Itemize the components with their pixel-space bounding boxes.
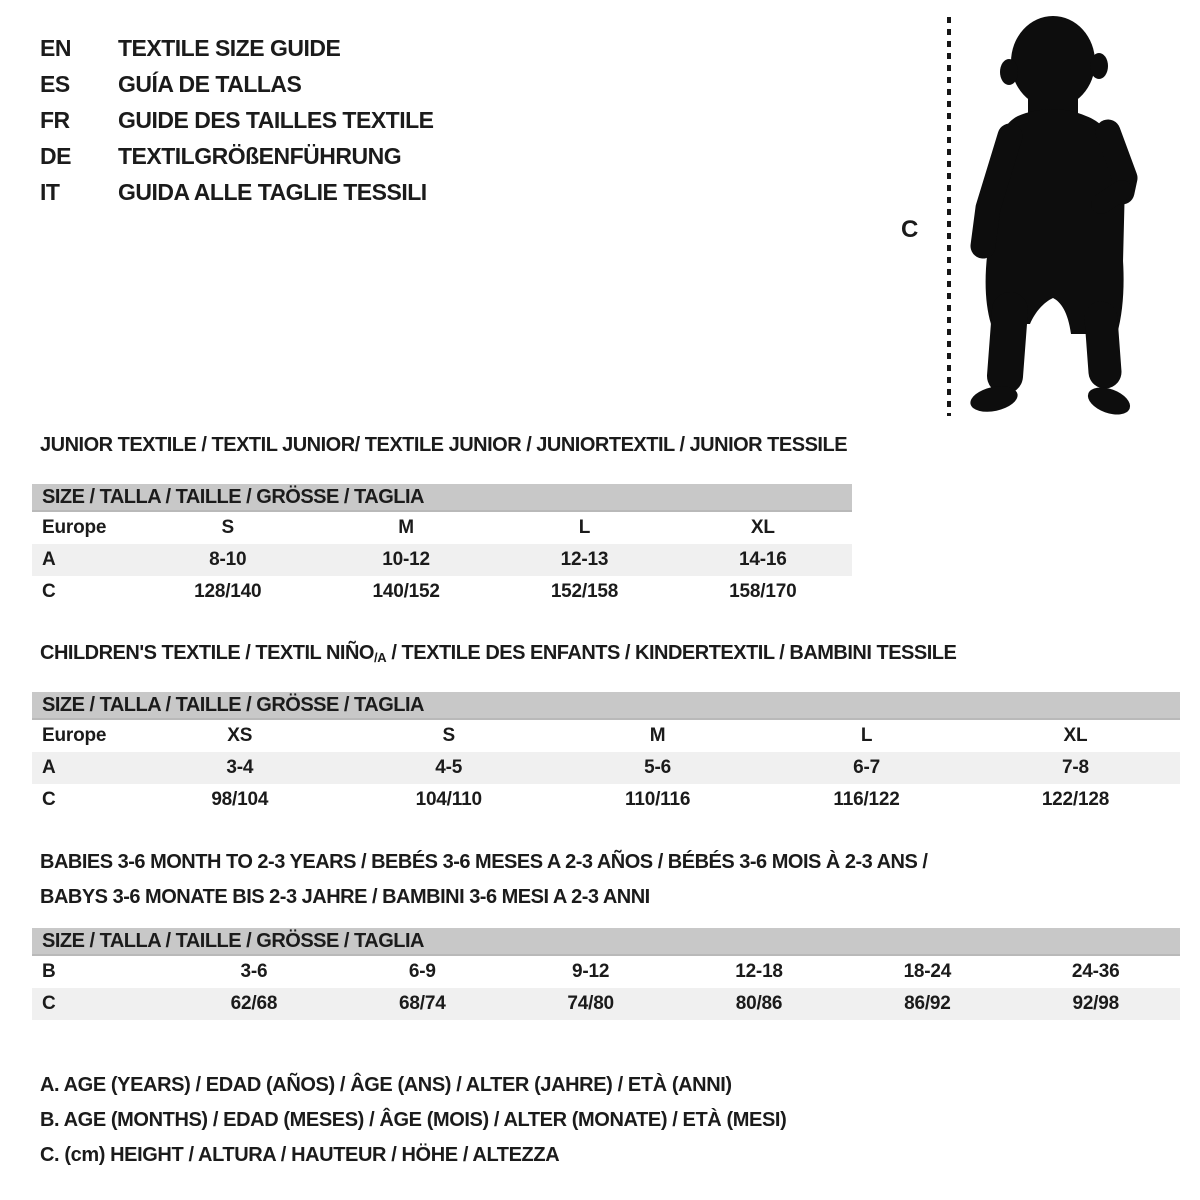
height-cell: 74/80 [567, 993, 614, 1014]
junior-section-title: JUNIOR TEXTILE / TEXTIL JUNIOR/ TEXTILE JUNIOR / JUNIORTEXTIL / JUNIOR TESSILE [40, 434, 848, 456]
height-cell: 104/110 [415, 789, 482, 810]
size-cell: M [398, 517, 414, 538]
language-code: FR [40, 106, 70, 133]
children-title-pre: CHILDREN'S TEXTILE / TEXTIL NIÑO [40, 642, 374, 664]
measurement-legend [40, 1068, 786, 1173]
age-cell: 5-6 [644, 757, 672, 778]
age-cell: 3-4 [226, 757, 254, 778]
row-label: A [42, 549, 56, 570]
height-cell: 98/104 [211, 789, 269, 810]
height-cell: 152/158 [550, 581, 619, 602]
height-measure-label: C [901, 216, 919, 243]
row-label: C [42, 789, 56, 810]
age-cell: 4-5 [435, 757, 463, 778]
language-code: DE [40, 142, 71, 169]
age-cell: 12-13 [560, 549, 609, 570]
babies-title-line1: BABIES 3-6 MONTH TO 2-3 YEARS / BEBÉS 3-6 MESES A 2-3 AÑOS / BÉBÉS 3-6 MOIS À 2-3 ANS / [40, 851, 928, 873]
age-cell: 6-9 [408, 961, 436, 982]
toddler-silhouette-icon [958, 10, 1148, 420]
guide-title: GUÍA DE TALLAS [118, 70, 302, 97]
language-row-de [40, 138, 434, 174]
guide-title: GUIDA ALLE TAGLIE TESSILI [118, 178, 427, 205]
table-row-age-months [32, 956, 1180, 988]
height-cell: 92/98 [1072, 993, 1119, 1014]
size-header-bar: SIZE / TALLA / TAILLE / GRÖSSE / TAGLIA [32, 484, 852, 512]
table-row-height [32, 988, 1180, 1020]
age-cell: 10-12 [382, 549, 430, 570]
age-cell: 6-7 [853, 757, 880, 778]
age-cell: 8-10 [209, 549, 247, 570]
height-measure-dashed-line [947, 17, 951, 416]
height-cell: 140/152 [372, 581, 440, 602]
language-code: IT [40, 178, 60, 205]
legend-line-b: B. AGE (MONTHS) / EDAD (MESES) / ÂGE (MOIS) / ALTER (MONATE) / ETÀ (MESI) [40, 1109, 787, 1131]
babies-section-title [40, 845, 927, 915]
size-cell: M [649, 725, 666, 746]
junior-size-table [32, 484, 852, 608]
row-label: B [42, 961, 56, 982]
table-row-europe [32, 512, 852, 544]
age-cell: 24-36 [1071, 961, 1120, 982]
size-cell: XL [750, 517, 775, 538]
babies-title-line2: BABYS 3-6 MONATE BIS 2-3 JAHRE / BAMBINI 3-6 MESI A 2-3 ANNI [40, 886, 650, 908]
size-cell: XS [227, 725, 253, 746]
table-row-age [32, 752, 1180, 784]
age-cell: 14-16 [738, 549, 787, 570]
guide-title: GUIDE DES TAILLES TEXTILE [118, 106, 434, 133]
language-title-list [40, 30, 434, 210]
height-cell: 68/74 [399, 993, 446, 1014]
height-cell: 86/92 [904, 993, 951, 1014]
age-cell: 7-8 [1062, 757, 1089, 778]
guide-title: TEXTILGRÖßENFÜHRUNG [118, 142, 402, 169]
table-row-europe [32, 720, 1180, 752]
babies-size-table [32, 928, 1180, 1020]
language-code: EN [40, 34, 71, 61]
row-label: A [42, 757, 56, 778]
size-cell: L [578, 517, 591, 538]
legend-line-c: C. (cm) HEIGHT / ALTURA / HAUTEUR / HÖHE / ALTEZZA [40, 1144, 560, 1166]
legend-line-a: A. AGE (YEARS) / EDAD (AÑOS) / ÂGE (ANS) / ALTER (JAHRE) / ETÀ (ANNI) [40, 1074, 732, 1096]
age-cell: 12-18 [735, 961, 783, 982]
row-label: Europe [42, 517, 107, 538]
height-cell: 122/128 [1041, 789, 1110, 810]
size-header-bar: SIZE / TALLA / TAILLE / GRÖSSE / TAGLIA [32, 928, 1180, 956]
height-cell: 110/116 [625, 789, 691, 810]
children-title-post: / TEXTILE DES ENFANTS / KINDERTEXTIL / BAMBINI TESSILE [386, 642, 957, 664]
size-header-bar: SIZE / TALLA / TAILLE / GRÖSSE / TAGLIA [32, 692, 1180, 720]
language-row-it [40, 174, 434, 210]
children-size-table [32, 692, 1180, 816]
height-cell: 80/86 [735, 993, 783, 1014]
table-row-age [32, 544, 852, 576]
row-label: C [42, 581, 56, 602]
age-cell: 18-24 [903, 961, 952, 982]
age-cell: 9-12 [572, 961, 610, 982]
language-code: ES [40, 70, 70, 97]
size-cell: L [860, 725, 873, 746]
row-label: C [42, 993, 56, 1014]
children-title-sub: /A [373, 650, 387, 665]
language-row-es [40, 66, 434, 102]
row-label: Europe [42, 725, 107, 746]
table-row-height [32, 576, 852, 608]
table-row-height [32, 784, 1180, 816]
language-row-en [40, 30, 434, 66]
children-section-title [40, 642, 956, 665]
size-cell: XL [1063, 725, 1088, 746]
height-cell: 62/68 [230, 993, 278, 1014]
height-cell: 158/170 [729, 581, 797, 602]
age-cell: 3-6 [240, 961, 268, 982]
size-cell: S [442, 725, 455, 746]
language-row-fr [40, 102, 434, 138]
height-cell: 116/122 [833, 789, 900, 810]
guide-title: TEXTILE SIZE GUIDE [118, 34, 341, 61]
height-cell: 128/140 [194, 581, 262, 602]
size-cell: S [221, 517, 234, 538]
